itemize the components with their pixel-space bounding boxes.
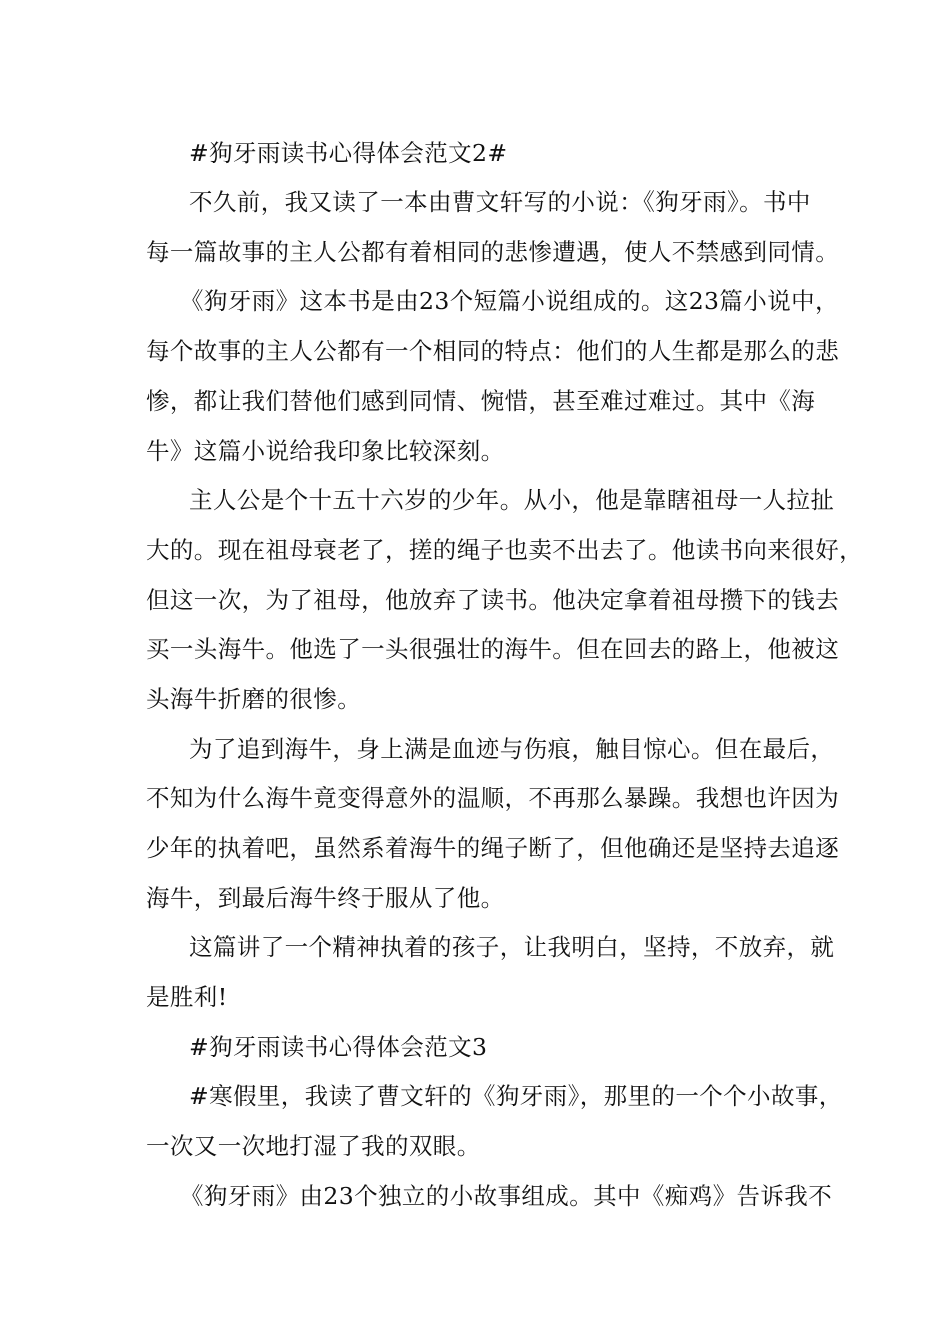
paragraph-5-line-1: 这篇讲了一个精神执着的孩子，让我明白，坚持，不放弃，就 (189, 933, 835, 961)
paragraph-1-line-2: 每一篇故事的主人公都有着相同的悲惨遭遇，使人不禁感到同情。 (146, 238, 840, 266)
paragraph-4-line-4: 海牛，到最后海牛终于服从了他。 (146, 884, 505, 912)
paragraph-3-line-1: 主人公是个十五十六岁的少年。从小，他是靠瞎祖母一人拉扯 (189, 486, 835, 514)
paragraph-2-line-4: 牛》这篇小说给我印象比较深刻。 (146, 437, 505, 465)
paragraph-2-line-1: 《狗牙雨》这本书是由23个短篇小说组成的。这23篇小说中， (180, 287, 839, 315)
paragraph-3-line-3: 但这一次，为了祖母，他放弃了读书。他决定拿着祖母攒下的钱去 (146, 586, 840, 614)
paragraph-6-line-1: #寒假里，我读了曹文轩的《狗牙雨》，那里的一个个小故事， (189, 1082, 843, 1110)
paragraph-3-line-5: 头海牛折磨的很惨。 (146, 685, 362, 713)
heading-essay-3: #狗牙雨读书心得体会范文3 (189, 1033, 488, 1061)
paragraph-2-line-3: 惨，都让我们替他们感到同情、惋惜，甚至难过难过。其中《海 (146, 387, 816, 415)
paragraph-5-line-2: 是胜利! (146, 983, 228, 1011)
paragraph-4-line-3: 少年的执着吧，虽然系着海牛的绳子断了，但他确还是坚持去追逐 (146, 834, 840, 862)
paragraph-3-line-4: 买一头海牛。他选了一头很强壮的海牛。但在回去的路上，他被这 (146, 635, 840, 663)
paragraph-4-line-1: 为了追到海牛，身上满是血迹与伤痕，触目惊心。但在最后， (189, 735, 835, 763)
paragraph-4-line-2: 不知为什么海牛竟变得意外的温顺，不再那么暴躁。我想也许因为 (146, 784, 840, 812)
paragraph-2-line-2: 每个故事的主人公都有一个相同的特点：他们的人生都是那么的悲 (146, 337, 840, 365)
paragraph-7-line-1: 《狗牙雨》由23个独立的小故事组成。其中《痴鸡》告诉我不 (180, 1182, 833, 1210)
paragraph-1-line-1: 不久前，我又读了一本由曹文轩写的小说：《狗牙雨》。书中 (189, 188, 811, 216)
heading-essay-2: #狗牙雨读书心得体会范文2# (189, 139, 508, 167)
paragraph-6-line-2: 一次又一次地打湿了我的双眼。 (146, 1132, 481, 1160)
paragraph-3-line-2: 大的。现在祖母衰老了，搓的绳子也卖不出去了。他读书向来很好， (146, 536, 863, 564)
